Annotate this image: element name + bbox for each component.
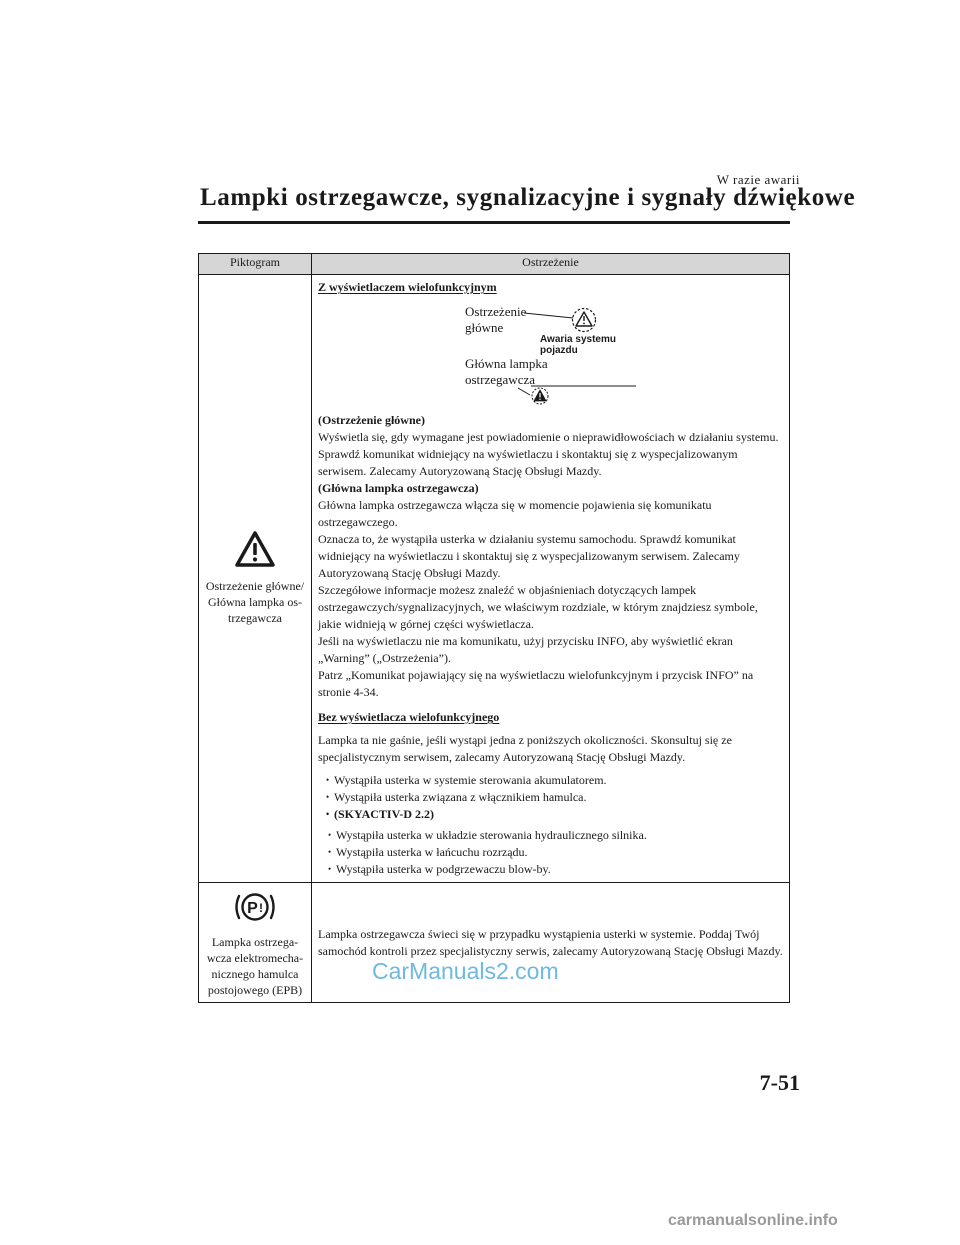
text-master-lamp-1: Główna lampka ostrzegawcza włącza się w momencie pojawienia się komunikatu ostrzegawczego. [318,498,712,529]
page-title: Lampki ostrzegawcze, sygnalizacyjne i sygnały dźwiękowe [200,184,856,211]
list-item: • Wystąpiła usterka w podgrzewaczu blow-by. [328,861,783,878]
without-display-heading: Bez wyświetlacza wielofunkcyjnego [318,710,500,724]
warning-table [198,253,790,1003]
table-header-row [199,254,790,275]
page-number: 7-51 [759,1070,800,1095]
text-master-lamp-4: Jeśli na wyświetlaczu nie ma komunikatu, użyj przycisku INFO, aby wyświetlić ekran „Warning” („Ostrzeżenia”). [318,634,733,665]
display-diagram [318,302,783,410]
title-rule [198,221,790,224]
list-item: • Wystąpiła usterka w łańcuchu rozrządu. [328,844,783,861]
column-header-pictogram: Piktogram [199,254,312,275]
condition-list [318,772,783,823]
list-item: • Wystąpiła usterka w systemie sterowania akumulatorem. [326,772,783,789]
text-master-lamp-5: Patrz „Komunikat pojawiający się na wyświetlaczu wielofunkcyjnym i przycisk INFO” na stronie 4-34. [318,668,754,699]
list-item: • Wystąpiła usterka w układzie sterowania hydraulicznego silnika. [328,827,783,844]
master-warning-lamp-icon [532,388,548,404]
pictogram-cell [199,883,312,1003]
table-row [199,275,790,883]
text-master-lamp-2: Oznacza to, że wystąpiła usterka w działaniu systemu samochodu. Sprawdź komunikat widniejący na wyświetlaczu i skontaktuj się z wyspecjalizowanym serwisem. Zalecamy Autoryzowaną Stację Obsługi Mazdy. [318,532,740,580]
diagram-lines [318,302,896,410]
sub-condition-list [318,827,783,878]
section-label: W razie awarii [716,172,800,187]
with-display-heading: Z wyświetlaczem wielofunkcyjnym [318,280,497,294]
label-vehicle-system-fault: Awaria systemu pojazdu [540,334,616,356]
pictogram-cell [199,275,312,883]
warning-triangle-icon [235,531,275,567]
parking-letter: P [247,900,258,917]
text-epb: Lampka ostrzegawcza świeci się w przypadku wystąpienia usterki w systemie. Poddaj Twój samochód kontroli przez specjalistyczny serwis, zalecamy Autoryzowaną Stację Obsługi Mazdy. [318,926,783,958]
heading-master-lamp: (Główna lampka ostrzegawcza) [318,481,479,495]
warning-description-cell [312,275,790,883]
heading-main-warning: (Ostrzeżenie główne) [318,413,425,427]
list-item: • Wystąpiła usterka związana z włącznikiem hamulca. [326,789,783,806]
text-main-warning-2: Sprawdź komunikat widniejący na wyświetlaczu i skontaktuj się z wyspecjalizowanym serwisem. Zalecamy Autoryzowaną Stację Obsługi Mazdy. [318,447,738,478]
parking-brake-warning-icon [233,891,277,923]
vehicle-system-fault-icon [573,309,596,332]
pictogram-label: Ostrzeżenie główne/ Główna lampka os- trzegawcza [205,579,305,625]
pictogram-label: Lampka ostrzega- wcza elektromecha- nicznego hamulca postojowego (EPB) [206,935,304,997]
watermark-carmanuals2: CarManuals2.com [372,958,559,984]
column-header-warning: Ostrzeżenie [312,254,790,275]
text-master-lamp-3: Szczegółowe informacje możesz znaleźć w objaśnieniach dotyczących lampek ostrzegawczych/sygnalizacyjnych, we właściwym rozdziale, w którym znajdziesz symbole, jakie widnieją w górnej części wyświetlacza. [318,583,758,631]
label-master-warning-lamp: Główna lampka ostrzegawcza [465,356,548,387]
text-main-warning-1: Wyświetla się, gdy wymagane jest powiadomienie o nieprawidłowościach w działaniu systemu. [318,430,779,444]
exclamation-mark: ! [259,901,263,915]
list-item: • (SKYACTIV-D 2.2) [326,806,783,823]
label-main-warning: Ostrzeżenie główne [465,304,527,335]
watermark-carmanualsonline: carmanualsonline.info [668,1212,838,1229]
text-without-display: Lampka ta nie gaśnie, jeśli wystąpi jedna z poniższych okoliczności. Skonsultuj się ze specjalistycznym serwisem, zalecamy Autoryzowaną Stację Obsługi Mazdy. [318,733,732,764]
